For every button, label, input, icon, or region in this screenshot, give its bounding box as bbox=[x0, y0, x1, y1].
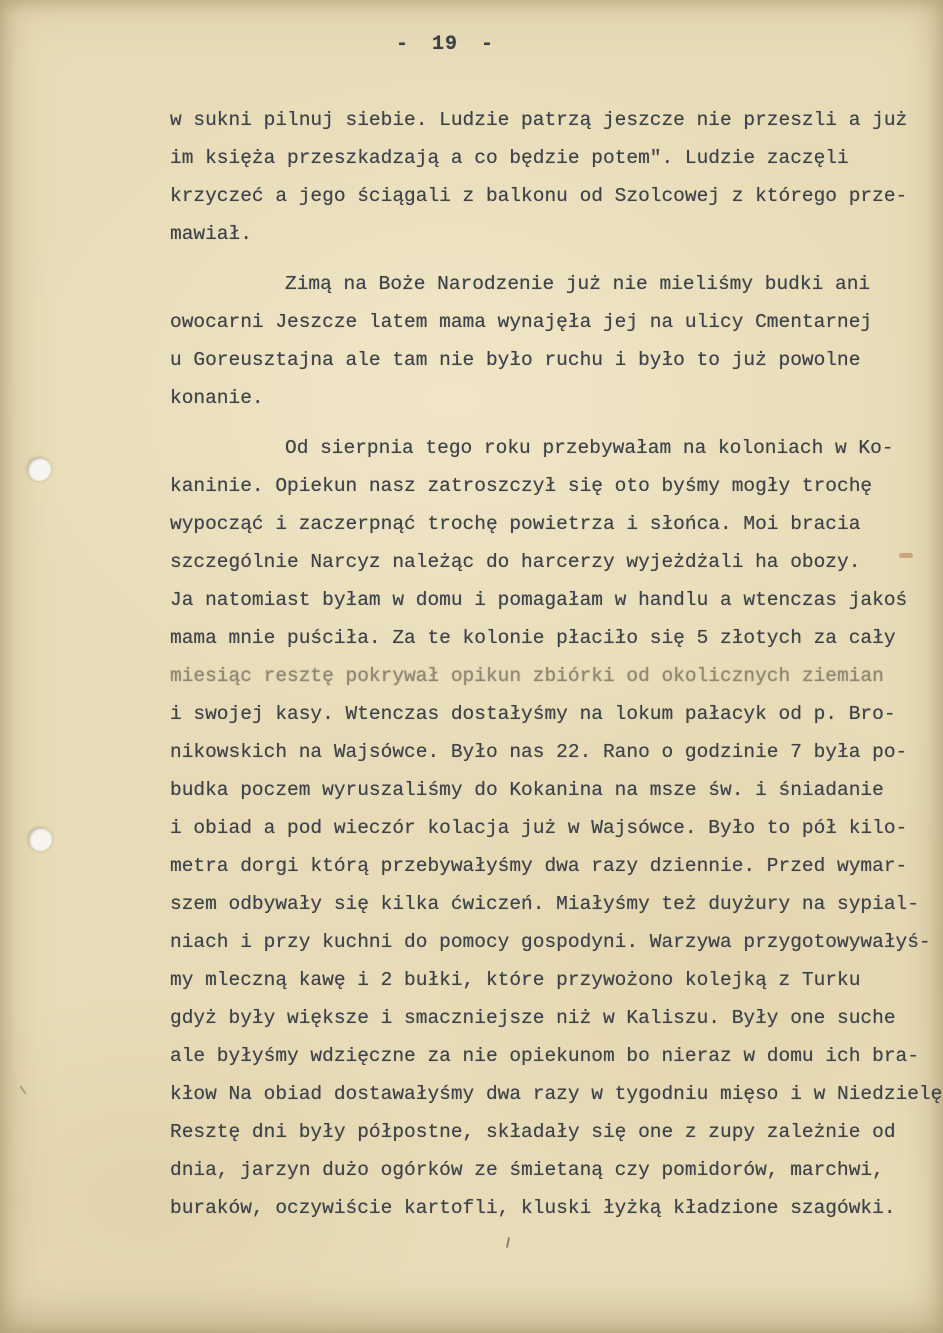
punch-hole-top bbox=[27, 457, 51, 481]
margin-mark bbox=[19, 1085, 26, 1094]
text-line: buraków, oczywiście kartofli, kluski łyżką kładzione szagówki. bbox=[170, 1197, 896, 1219]
ink-speck bbox=[506, 1237, 510, 1248]
paragraph bbox=[170, 101, 943, 253]
text-line: mawiał. bbox=[170, 223, 252, 245]
paragraph bbox=[170, 265, 943, 417]
rust-mark bbox=[899, 553, 913, 558]
punch-hole-bottom bbox=[28, 827, 52, 851]
text-line: szczególnie Narcyz należąc do harcerzy wyjeżdżali ha obozy. bbox=[170, 551, 861, 573]
text-line: kłow Na obiad dostawałyśmy dwa razy w tygodniu mięso i w Niedzielę bbox=[170, 1083, 943, 1105]
text-line: budka poczem wyruszaliśmy do Kokanina na msze św. i śniadanie bbox=[170, 779, 884, 801]
text-line: miesiąc resztę pokrywał opikun zbiórki od okolicznych ziemian bbox=[170, 665, 884, 687]
text-line: dnia, jarzyn dużo ogórków ze śmietaną czy pomidorów, marchwi, bbox=[170, 1159, 884, 1181]
page-number: - 19 - bbox=[396, 33, 495, 56]
text-line: krzyczeć a jego ściągali z balkonu od Szolcowej z którego prze- bbox=[170, 185, 908, 207]
text-line: i obiad a pod wieczór kolacja już w Wajsówce. Było to pół kilo- bbox=[170, 817, 908, 839]
text-line: u Goreusztajna ale tam nie było ruchu i było to już powolne bbox=[170, 349, 861, 371]
text-line: w sukni pilnuj siebie. Ludzie patrzą jeszcze nie przeszli a już bbox=[170, 109, 908, 131]
text-line: Resztę dni były półpostne, składały się one z zupy zależnie od bbox=[170, 1121, 896, 1143]
paragraph bbox=[170, 429, 943, 1227]
text-line: Od sierpnia tego roku przebywałam na koloniach w Ko- bbox=[285, 437, 894, 459]
text-line: Ja natomiast byłam w domu i pomagałam w handlu a wtenczas jakoś bbox=[170, 589, 908, 611]
text-line: owocarni Jeszcze latem mama wynajęła jej na ulicy Cmentarnej bbox=[170, 311, 873, 333]
text-line: im księża przeszkadzają a co będzie potem". Ludzie zaczęli bbox=[170, 147, 849, 169]
text-line: nikowskich na Wajsówce. Było nas 22. Rano o godzinie 7 była po- bbox=[170, 741, 908, 763]
text-line: mama mnie puściła. Za te kolonie płaciło się 5 złotych za cały bbox=[170, 627, 896, 649]
text-line: i swojej kasy. Wtenczas dostałyśmy na lokum pałacyk od p. Bro- bbox=[170, 703, 896, 725]
text-line: niach i przy kuchni do pomocy gospodyni. Warzywa przygotowywałyś- bbox=[170, 931, 931, 953]
text-line: metra dorgi którą przebywałyśmy dwa razy dziennie. Przed wymar- bbox=[170, 855, 908, 877]
text-line: kaninie. Opiekun nasz zatroszczył się oto byśmy mogły trochę bbox=[170, 475, 873, 497]
text-line: Zimą na Boże Narodzenie już nie mieliśmy budki ani bbox=[285, 273, 871, 295]
text-line: konanie. bbox=[170, 387, 264, 409]
text-line: wypocząć i zaczerpnąć trochę powietrza i słońca. Moi bracia bbox=[170, 513, 861, 535]
text-line: gdyż były większe i smaczniejsze niż w Kaliszu. Były one suche bbox=[170, 1007, 896, 1029]
document-body bbox=[170, 101, 943, 1227]
text-line: ale byłyśmy wdzięczne za nie opiekunom bo nieraz w domu ich bra- bbox=[170, 1045, 919, 1067]
text-line: szem odbywały się kilka ćwiczeń. Miałyśmy też duyżury na sypial- bbox=[170, 893, 919, 915]
text-line: my mleczną kawę i 2 bułki, które przywożono kolejką z Turku bbox=[170, 969, 861, 991]
